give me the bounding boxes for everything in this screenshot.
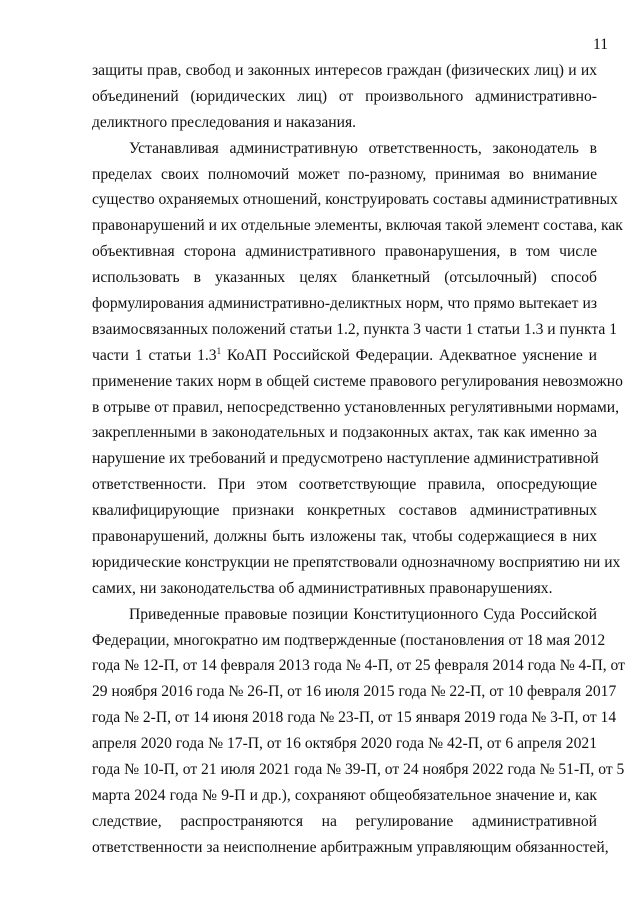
text-line: самих, ни законодательства об административных правонарушениях.	[92, 579, 553, 597]
text-line: в отрыве от правил, непосредственно установленных регулятивными нормами,	[92, 398, 619, 416]
text-line: правонарушений, должны быть изложены так, чтобы содержащиеся в них	[92, 528, 597, 546]
text-segment: КоАП Российской Федерации. Адекватное уяснение и	[221, 346, 598, 364]
text-line: ответственности. При этом соответствующие правила, опосредующие	[92, 476, 597, 494]
text-line: взаимосвязанных положений статьи 1.2, пункта 3 части 1 статьи 1.3 и пункта 1	[92, 320, 618, 338]
superscript-index: 1	[216, 345, 222, 356]
text-segment: части 1 статьи 1.3	[92, 346, 217, 364]
text-line: закрепленными в законодательных и подзаконных актах, так как именно за	[92, 424, 597, 442]
text-line: нарушение их требований и предусмотрено наступление административной	[92, 450, 599, 468]
text-line: ответственности за неисполнение арбитражным управляющим обязанностей,	[92, 838, 609, 856]
text-line: существо охраняемых отношений, конструировать составы административных	[92, 191, 618, 209]
paragraph	[92, 58, 597, 136]
text-line: Приведенные правовые позиции Конституционного Суда Российской	[129, 605, 597, 623]
paragraph	[92, 602, 625, 861]
text-line: года № 10-П, от 21 июля 2021 года № 39-П, от 24 ноября 2022 года № 51-П, от 5	[92, 761, 625, 779]
text-line: Устанавливая административную ответственность, законодатель в	[129, 139, 597, 157]
paragraph	[92, 136, 623, 602]
text-line: деликтного преследования и наказания.	[92, 113, 357, 131]
text-line: формулирования административно-деликтных норм, что прямо вытекает из	[92, 295, 597, 313]
text-line: следствие, распространяются на регулирование административной	[92, 812, 597, 830]
document-body	[92, 58, 625, 861]
text-line: квалифицирующие признаки конкретных составов административных	[92, 502, 597, 520]
text-line: юридические конструкции не препятствовали однозначному восприятию ни их	[92, 553, 621, 571]
page-number: 11	[592, 36, 608, 53]
text-line: применение таких норм в общей системе правового регулирования невозможно	[92, 372, 623, 390]
text-line: объединений (юридических лиц) от произвольного административно-	[92, 87, 597, 105]
text-line-with-footnote	[92, 343, 597, 369]
text-line: пределах своих полномочий может по-разному, принимая во внимание	[92, 165, 597, 183]
text-line: года № 12-П, от 14 февраля 2013 года № 4-П, от 25 февраля 2014 года № 4-П, от	[92, 657, 625, 675]
text-line: правонарушений и их отдельные элементы, включая такой элемент состава, как	[92, 217, 623, 235]
text-line: 29 ноября 2016 года № 26-П, от 16 июля 2015 года № 22-П, от 10 февраля 2017	[92, 683, 617, 701]
text-line: года № 2-П, от 14 июня 2018 года № 23-П, от 15 января 2019 года № 3-П, от 14	[92, 709, 617, 727]
text-line: защиты прав, свобод и законных интересов граждан (физических лиц) и их	[92, 62, 597, 79]
text-line: использовать в указанных целях бланкетный (отсылочный) способ	[92, 269, 597, 287]
text-line: объективная сторона административного правонарушения, в том числе	[92, 243, 597, 261]
text-line: апреля 2020 года № 17-П, от 16 октября 2020 года № 42-П, от 6 апреля 2021	[92, 735, 597, 753]
text-line: марта 2024 года № 9-П и др.), сохраняют общеобязательное значение и, как	[92, 786, 597, 804]
text-line: Федерации, многократно им подтвержденные (постановления от 18 мая 2012	[92, 631, 606, 649]
